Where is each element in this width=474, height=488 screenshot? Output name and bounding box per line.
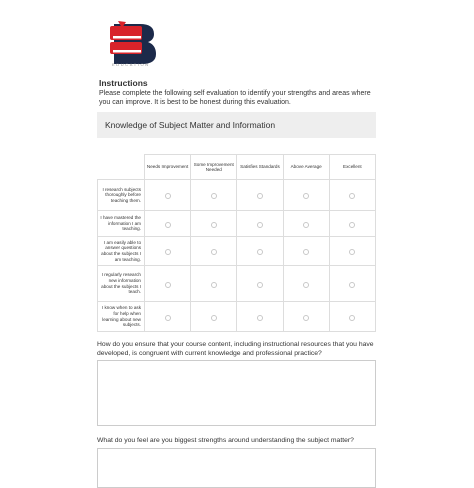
rating-radio[interactable]	[257, 249, 263, 255]
matrix-row	[98, 237, 376, 266]
matrix-row	[98, 211, 376, 237]
rating-radio[interactable]	[211, 282, 217, 288]
row-label: I have mastered the information I am teaching.	[98, 211, 145, 237]
rating-radio[interactable]	[165, 315, 171, 321]
rating-radio[interactable]	[303, 222, 309, 228]
matrix-row	[98, 180, 376, 211]
rating-radio[interactable]	[303, 282, 309, 288]
answer-textarea[interactable]	[97, 448, 376, 488]
logo-caption: EDUCATION	[112, 62, 150, 67]
row-label: I regularly research new information about the subjects I teach.	[98, 266, 145, 302]
education-logo	[100, 20, 160, 68]
instructions-text: Please complete the following self evaluation to identify your strengths and areas where you can improve. It is best to be honest during this evaluation.	[99, 90, 371, 106]
answer-textarea[interactable]	[97, 360, 376, 426]
rating-radio[interactable]	[257, 222, 263, 228]
column-header: Satisfies Standards	[237, 155, 283, 180]
column-header: Excellent	[329, 155, 375, 180]
rating-radio[interactable]	[257, 282, 263, 288]
rating-radio[interactable]	[303, 249, 309, 255]
instructions-heading: Instructions	[99, 78, 148, 88]
rating-radio[interactable]	[349, 282, 355, 288]
rating-radio[interactable]	[165, 193, 171, 199]
row-label: I am easily able to answer questions about the subjects I am teaching.	[98, 237, 145, 266]
rating-radio[interactable]	[165, 249, 171, 255]
question-label: What do you feel are you biggest strengths around understanding the subject matter?	[97, 437, 354, 444]
matrix-row	[98, 302, 376, 332]
row-label: I know when to ask for help when learning about new subjects.	[98, 302, 145, 332]
question-label: How do you ensure that your course content, including instructional resources that you have developed, is congruent with current knowledge and professional practice?	[97, 341, 374, 357]
rating-radio[interactable]	[303, 193, 309, 199]
column-header: Needs Improvement	[145, 155, 191, 180]
rating-radio[interactable]	[165, 282, 171, 288]
rating-radio[interactable]	[211, 222, 217, 228]
rating-radio[interactable]	[211, 249, 217, 255]
rating-matrix	[97, 154, 376, 332]
section-header: Knowledge of Subject Matter and Information	[97, 112, 376, 138]
row-label: I research subjects thoroughly before teaching them.	[98, 180, 145, 211]
matrix-header-row	[98, 155, 376, 180]
column-header: Some Improvement Needed	[191, 155, 237, 180]
rating-radio[interactable]	[211, 315, 217, 321]
matrix-corner	[98, 155, 145, 180]
rating-radio[interactable]	[257, 193, 263, 199]
rating-radio[interactable]	[211, 193, 217, 199]
rating-radio[interactable]	[349, 315, 355, 321]
rating-radio[interactable]	[349, 222, 355, 228]
rating-radio[interactable]	[257, 315, 263, 321]
rating-radio[interactable]	[165, 222, 171, 228]
column-header: Above Average	[283, 155, 329, 180]
matrix-row	[98, 266, 376, 302]
rating-radio[interactable]	[303, 315, 309, 321]
rating-radio[interactable]	[349, 193, 355, 199]
rating-radio[interactable]	[349, 249, 355, 255]
